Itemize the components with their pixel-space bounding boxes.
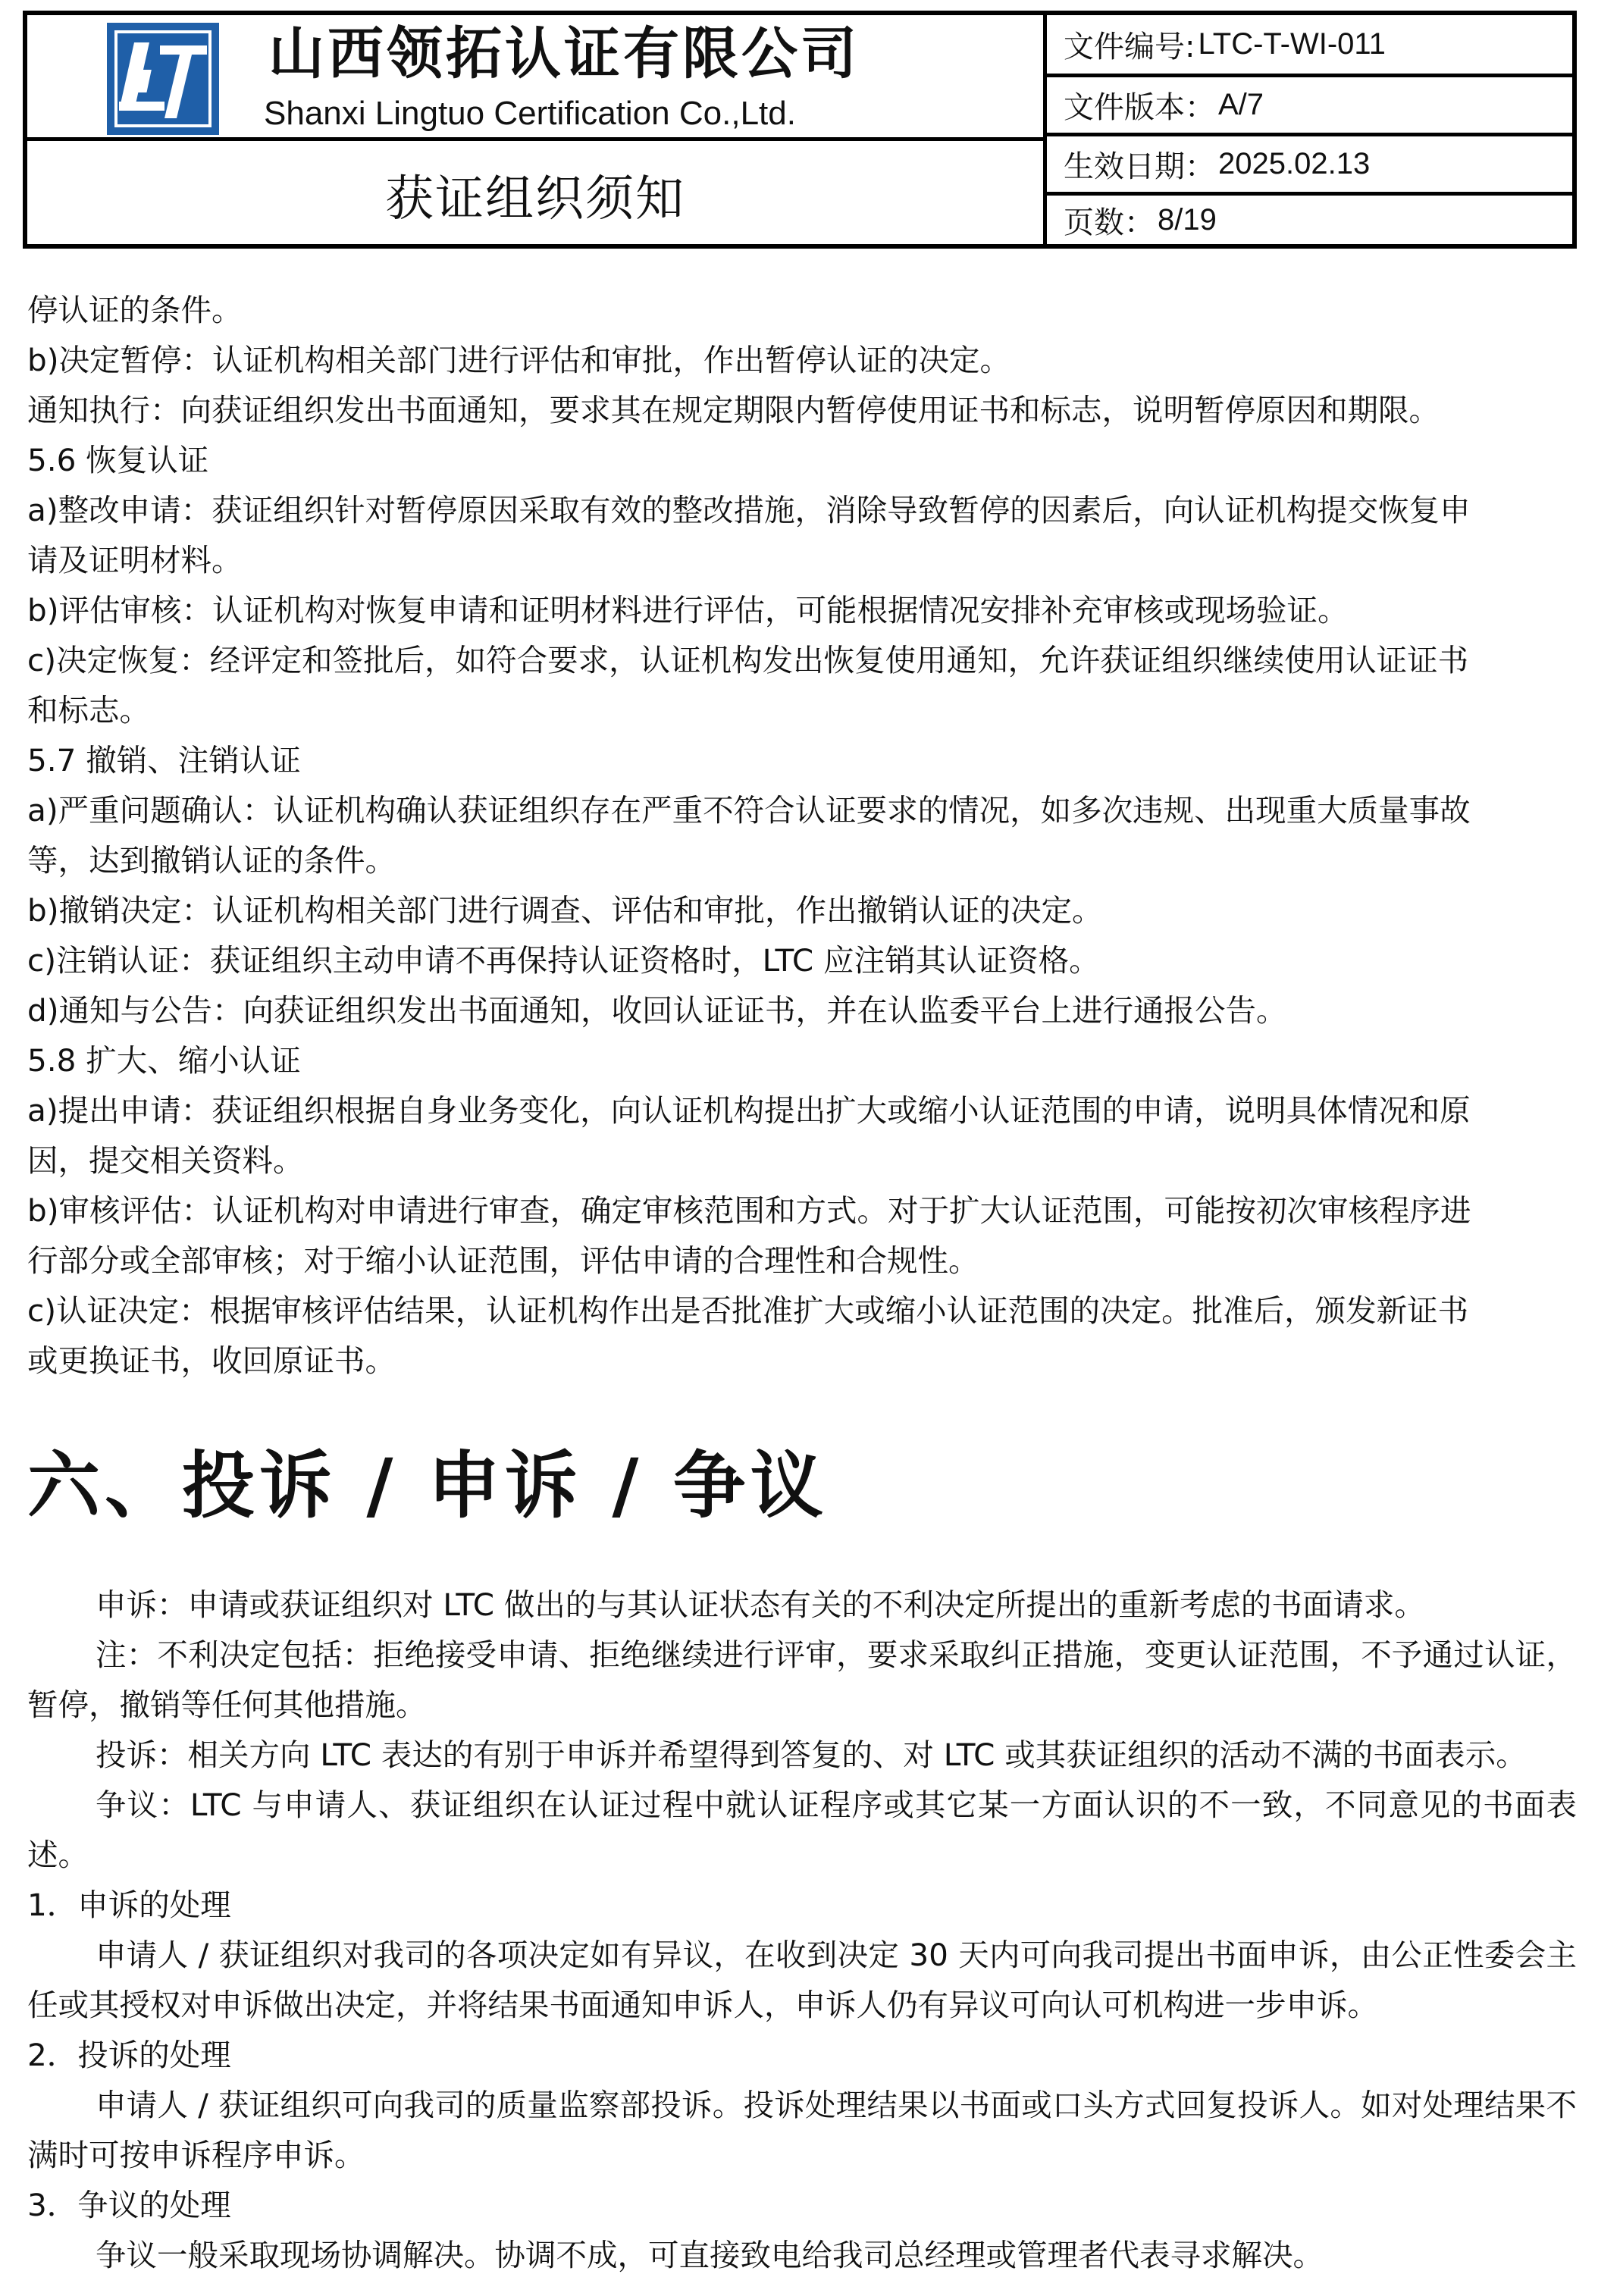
text-line: 因，提交相关资料。 <box>27 1142 304 1179</box>
text-line: d)通知与公告：向获证组织发出书面通知，收回认证证书，并在认监委平台上进行通报公告。 <box>27 992 1287 1029</box>
header-left <box>27 15 1043 244</box>
text-line: 或更换证书，收回原证书。 <box>27 1342 396 1379</box>
body-lines <box>27 285 1577 1386</box>
subsection-title: 5.6 恢复认证 <box>27 442 209 478</box>
text-line: a)提出申请：获证组织根据自身业务变化，向认证机构提出扩大或缩小认证范围的申请，说明具体情况和原 <box>27 1092 1471 1129</box>
text-line: a)整改申请：获证组织针对暂停原因采取有效的整改措施，消除导致暂停的因素后，向认证机构提交恢复申 <box>27 492 1471 528</box>
file-number-value: LTC-T-WI-011 <box>1198 27 1386 61</box>
company-block <box>27 15 1043 141</box>
subsection-title: 5.7 撤销、注销认证 <box>27 742 301 778</box>
file-number-label: 文件编号: <box>1064 30 1195 64</box>
file-version-label: 文件版本： <box>1064 90 1215 125</box>
text-line: b)审核评估：认证机构对申请进行审查，确定审核范围和方式。对于扩大认证范围，可能按初次审核程序进 <box>27 1192 1471 1229</box>
file-version-value: A/7 <box>1218 88 1264 121</box>
page-count-value: 8/19 <box>1158 202 1217 236</box>
dispute-handling-text: 争议一般采取现场协调解决。协调不成，可直接致电给我司总经理或管理者代表寻求解决。 <box>96 2237 1324 2273</box>
text-line: 通知执行：向获证组织发出书面通知，要求其在规定期限内暂停使用证书和标志，说明暂停原因和期限。 <box>27 392 1440 428</box>
dispute-handling-title: 3．争议的处理 <box>27 2187 231 2223</box>
dispute-definition <box>27 1780 1577 1880</box>
text-line: c)注销认证：获证组织主动申请不再保持认证资格时，LTC 应注销其认证资格。 <box>27 942 1100 979</box>
adverse-decision-note <box>27 1630 1577 1730</box>
company-name-en: Shanxi Lingtuo Certification Co.,Ltd. <box>264 95 796 132</box>
document-body <box>27 285 1577 2280</box>
text-line: b)决定暂停：认证机构相关部门进行评估和审批，作出暂停认证的决定。 <box>27 342 1011 378</box>
text-line: b)撤销决定：认证机构相关部门进行调查、评估和审批，作出撤销认证的决定。 <box>27 892 1103 929</box>
appeal-definition: 申诉：申请或获证组织对 LTC 做出的与其认证状态有关的不利决定所提出的重新考虑的书面请求。 <box>96 1587 1425 1623</box>
text-line: b)评估审核：认证机构对恢复申请和证明材料进行评估，可能根据情况安排补充审核或现场验证。 <box>27 592 1349 628</box>
text-line: a)严重问题确认：认证机构确认获证组织存在严重不符合认证要求的情况，如多次违规、出现重大质量事故 <box>27 792 1471 829</box>
document-meta-table <box>1043 15 1577 244</box>
effective-date-value: 2025.02.13 <box>1218 147 1371 180</box>
text-line: 行部分或全部审核；对于缩小认证范围，评估申请的合理性和合规性。 <box>27 1242 979 1279</box>
effective-date-row <box>1047 136 1577 196</box>
effective-date-label: 生效日期： <box>1064 149 1215 184</box>
appeal-handling-text-body: 申请人 / 获证组织对我司的各项决定如有异议，在收到决定 30 天内可向我司提出书面申诉，由公正性委会主任或其授权对申诉做出决定，并将结果书面通知申诉人，申诉人仍有异议可向认可机构进一步申诉。 <box>27 1937 1577 2023</box>
text-line: c)决定恢复：经评定和签批后，如符合要求，认证机构发出恢复使用通知，允许获证组织继续使用认证证书 <box>27 642 1469 678</box>
text-line: 停认证的条件。 <box>27 292 243 328</box>
complaint-handling-text-body: 申请人 / 获证组织可向我司的质量监察部投诉。投诉处理结果以书面或口头方式回复投诉人。如对处理结果不满时可按申诉程序申诉。 <box>27 2087 1577 2173</box>
complaint-definition: 投诉：相关方向 LTC 表达的有别于申诉并希望得到答复的、对 LTC 或其获证组织的活动不满的书面表示。 <box>96 1737 1527 1773</box>
company-name-cn: 山西领拓认证有限公司 <box>268 21 860 86</box>
document-header <box>23 11 1577 249</box>
dispute-definition-text: 争议：LTC 与申请人、获证组织在认证过程中就认证程序或其它某一方面认识的不一致，不同意见的书面表述。 <box>27 1787 1577 1873</box>
adverse-decision-note-text: 注：不利决定包括：拒绝接受申请、拒绝继续进行评审，要求采取纠正措施，变更认证范围，不予通过认证，暂停，撤销等任何其他措施。 <box>27 1637 1577 1723</box>
subsection-title: 5.8 扩大、缩小认证 <box>27 1042 301 1079</box>
file-number-row <box>1047 15 1577 77</box>
text-line: 请及证明材料。 <box>27 542 243 578</box>
company-logo-icon <box>107 23 219 135</box>
complaint-handling-text <box>27 2080 1577 2180</box>
document-title: 获证组织须知 <box>385 171 685 227</box>
page-count-label: 页数： <box>1064 205 1155 240</box>
text-line: 和标志。 <box>27 692 150 728</box>
complaint-handling-title: 2．投诉的处理 <box>27 2037 231 2073</box>
text-line: c)认证决定：根据审核评估结果，认证机构作出是否批准扩大或缩小认证范围的决定。批准后，颁发新证书 <box>27 1292 1469 1329</box>
section-heading: 六、投诉 / 申诉 / 争议 <box>27 1443 828 1528</box>
appeal-handling-title: 1．申诉的处理 <box>27 1887 231 1923</box>
file-version-row <box>1047 77 1577 136</box>
appeal-handling-text <box>27 1930 1577 2030</box>
page-count-row <box>1047 196 1577 244</box>
text-line: 等，达到撤销认证的条件。 <box>27 842 396 879</box>
